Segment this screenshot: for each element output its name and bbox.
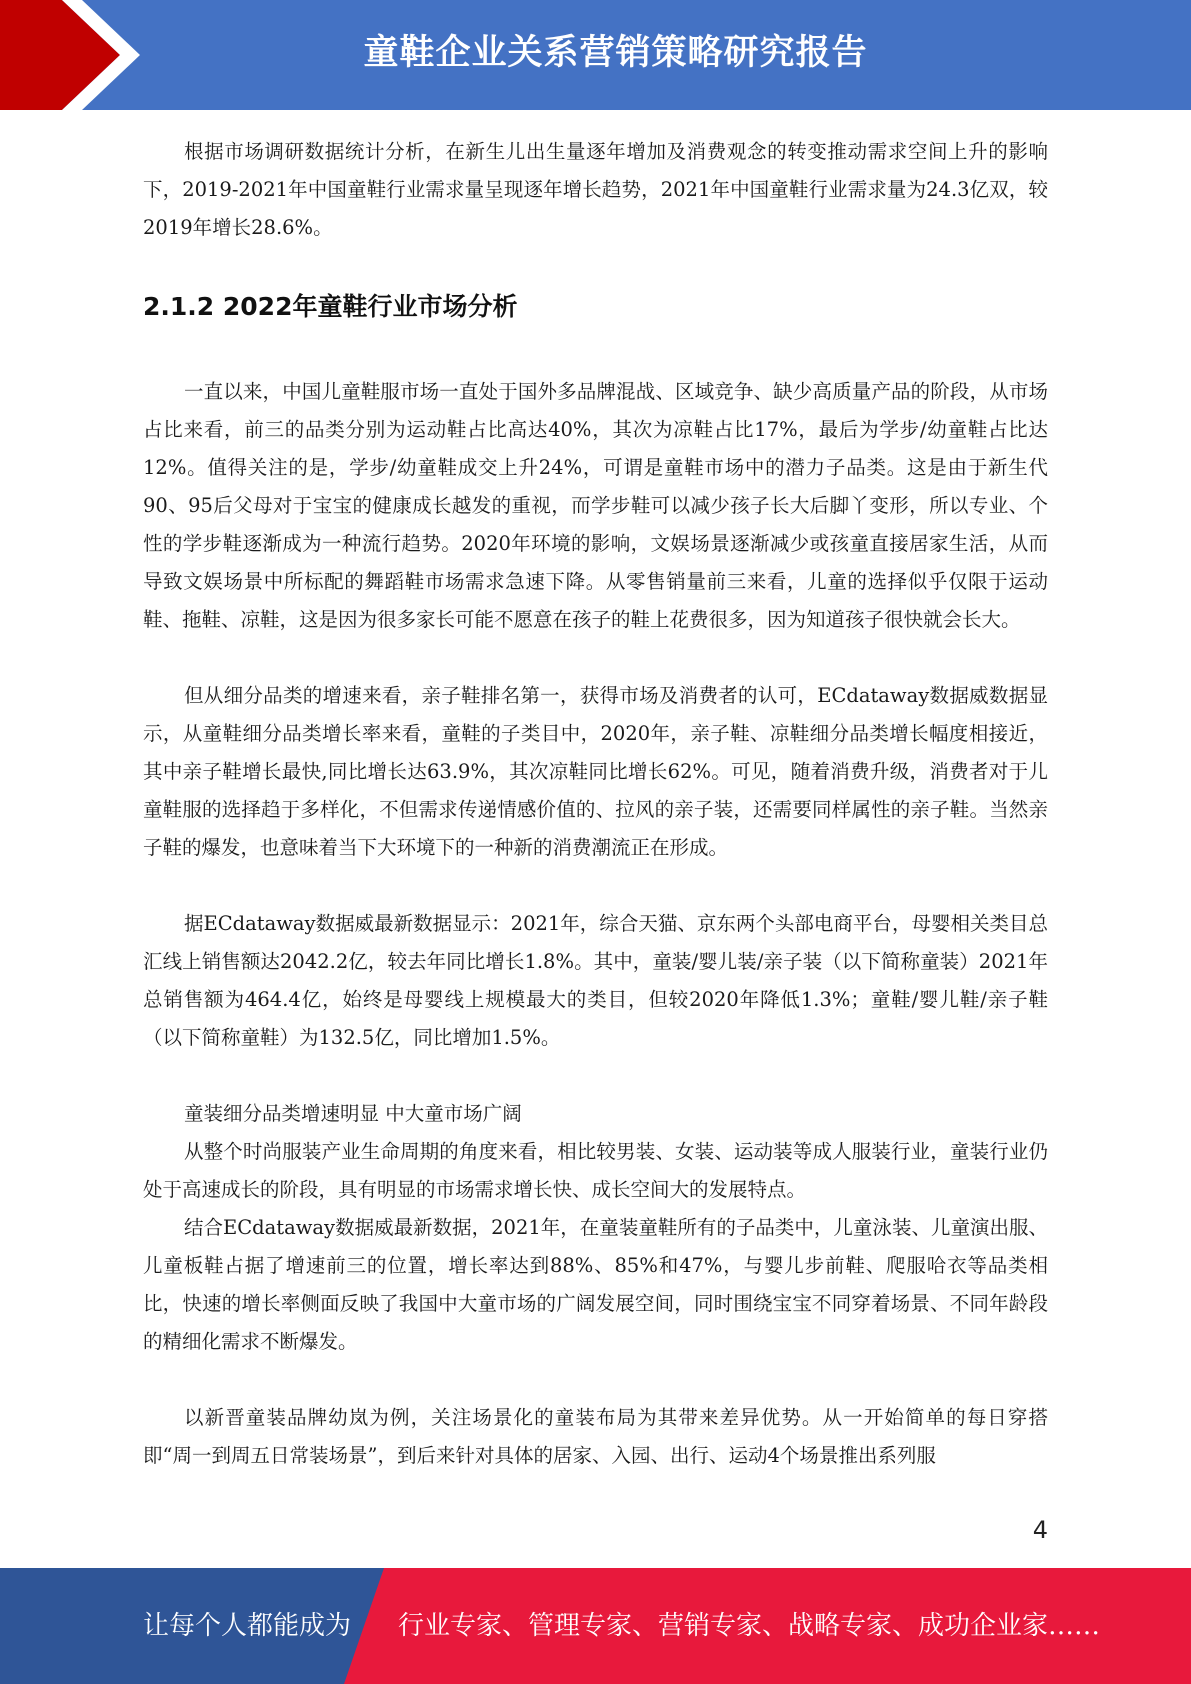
page-body xyxy=(143,133,1048,1475)
paragraph-subcategory-growth: 但从细分品类的增速来看，亲子鞋排名第一，获得市场及消费者的认可，ECdataway数据威数据显示，从童鞋细分品类增长率来看，童鞋的子类目中，2020年，亲子鞋、凉鞋细分品类增长幅度相接近，其中亲子鞋增长最快,同比增长达63.9%，其次凉鞋同比增长62%。可见，随着消费升级，消费者对于儿童鞋服的选择趋于多样化，不但需求传递情感价值的、拉风的亲子装，还需要同样属性的亲子鞋。当然亲子鞋的爆发，也意味着当下大环境下的一种新的消费潮流正在形成。 xyxy=(143,684,1048,859)
page-header xyxy=(0,0,1191,110)
page-number: 4 xyxy=(1032,1516,1048,1544)
section-heading: 2.1.2 2022年童鞋行业市场分析 xyxy=(143,292,518,321)
paragraph-growth-rates: 结合ECdataway数据威最新数据，2021年，在童装童鞋所有的子品类中，儿童泳装、儿童演出服、儿童板鞋占据了增速前三的位置，增长率达到88%、85%和47%，与婴儿步前鞋、爬服哈衣等品类相比，快速的增长率侧面反映了我国中大童市场的广阔发展空间，同时围绕宝宝不同穿着场景、不同年龄段的精细化需求不断爆发。 xyxy=(143,1216,1048,1353)
header-chevron-decoration xyxy=(0,0,160,110)
subheading: 童装细分品类增速明显 中大童市场广阔 xyxy=(184,1102,522,1125)
intro-paragraph: 根据市场调研数据统计分析，在新生儿出生量逐年增加及消费观念的转变推动需求空间上升的影响下，2019-2021年中国童鞋行业需求量呈现逐年增长趋势，2021年中国童鞋行业需求量为24.3亿双，较2019年增长28.6%。 xyxy=(143,140,1048,239)
paragraph-sales-data: 据ECdataway数据威最新数据显示：2021年，综合天猫、京东两个头部电商平台，母婴相关类目总汇线上销售额达2042.2亿，较去年同比增长1.8%。其中，童装/婴儿装/亲子装（以下简称童装）2021年总销售额为464.4亿，始终是母婴线上规模最大的类目，但较2020年降低1.3%；童鞋/婴儿鞋/亲子鞋（以下简称童鞋）为132.5亿，同比增加1.5%。 xyxy=(143,912,1048,1049)
footer-slogan-right: 行业专家、管理专家、营销专家、战略专家、成功企业家…… xyxy=(398,1611,1101,1641)
report-title: 童鞋企业关系营销策略研究报告 xyxy=(363,33,868,73)
paragraph-brand-example: 以新晋童装品牌幼岚为例，关注场景化的童装布局为其带来差异优势。从一开始简单的每日穿搭即“周一到周五日常装场景”，到后来针对具体的居家、入园、出行、运动4个场景推出系列服 xyxy=(143,1406,1048,1467)
footer-slogan-left: 让每个人都能成为 xyxy=(143,1611,352,1641)
paragraph-lifecycle: 从整个时尚服装产业生命周期的角度来看，相比较男装、女装、运动装等成人服装行业，童装行业仍处于高速成长的阶段，具有明显的市场需求增长快、成长空间大的发展特点。 xyxy=(143,1140,1048,1201)
page-footer xyxy=(0,1568,1191,1684)
paragraph-market-overview: 一直以来，中国儿童鞋服市场一直处于国外多品牌混战、区域竞争、缺少高质量产品的阶段，从市场占比来看，前三的品类分别为运动鞋占比高达40%，其次为凉鞋占比17%，最后为学步/幼童鞋占比达12%。值得关注的是，学步/幼童鞋成交上升24%，可谓是童鞋市场中的潜力子品类。这是由于新生代90、95后父母对于宝宝的健康成长越发的重视，而学步鞋可以减少孩子长大后脚丫变形，所以专业、个性的学步鞋逐渐成为一种流行趋势。2020年环境的影响，文娱场景逐渐减少或孩童直接居家生活，从而导致文娱场景中所标配的舞蹈鞋市场需求急速下降。从零售销量前三来看，儿童的选择似乎仅限于运动鞋、拖鞋、凉鞋，这是因为很多家长可能不愿意在孩子的鞋上花费很多，因为知道孩子很快就会长大。 xyxy=(143,380,1048,631)
